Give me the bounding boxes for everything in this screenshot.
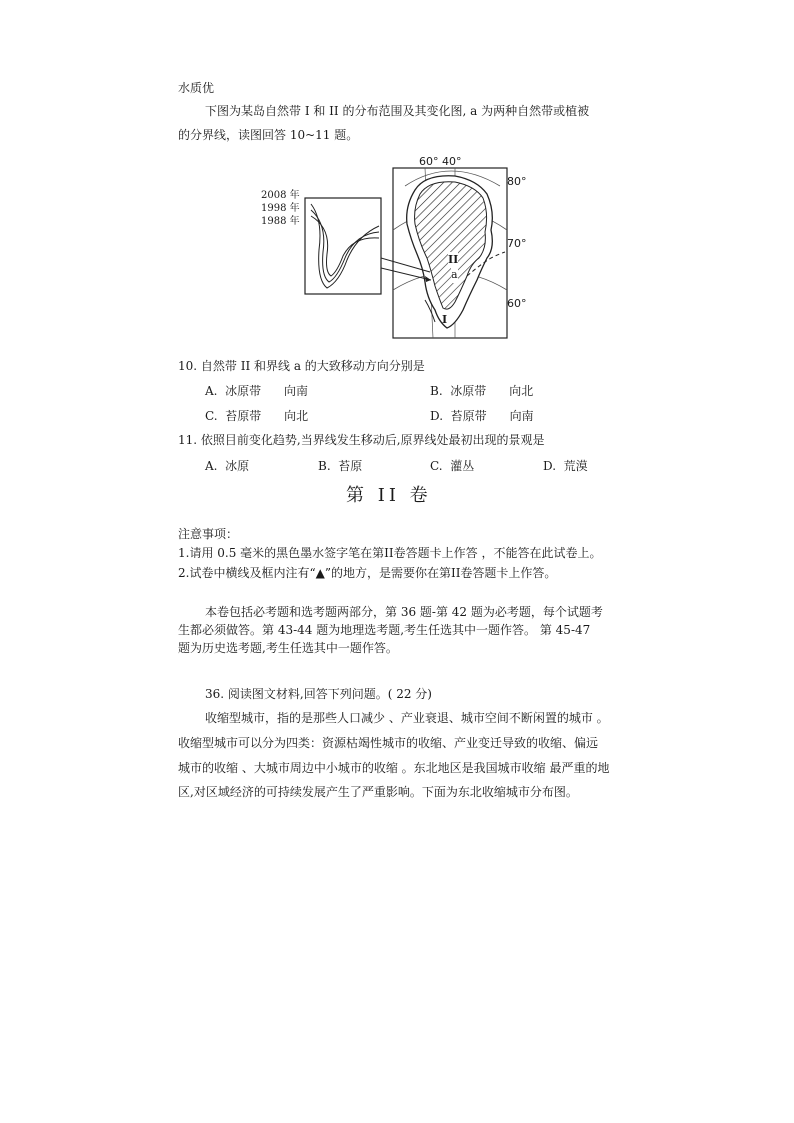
map-zone-ii-label: II: [448, 253, 459, 266]
q36-para-1: 收缩型城市，指的是那些人口减少 、产业衰退、城市空间不断闲置的城市 。: [205, 711, 609, 725]
q11-option-d: D. 荒漠: [543, 459, 588, 473]
q10-option-a: A. 冰原带 向南: [205, 384, 309, 398]
inset-year-1988: 1988 年: [261, 216, 300, 227]
map-lat-60: 60°: [507, 297, 527, 310]
q11-option-b: B. 苔原: [318, 459, 363, 473]
notes-item-1: 1.请用 0.5 毫米的黑色墨水签字笔在第II卷答题卡上作答 ，不能答在此试卷上。: [178, 546, 602, 560]
inset-frame: [305, 198, 381, 294]
intro-line-1: 水质优: [178, 81, 215, 95]
inset-year-2008: 2008 年: [261, 190, 300, 201]
q10-option-c: C. 苔原带 向北: [205, 409, 309, 423]
q10-option-d: D. 苔原带 向南: [430, 409, 534, 423]
scope-line-1: 本卷包括必考题和选考题两部分，第 36 题-第 42 题为必考题，每个试题考: [205, 605, 603, 619]
map-figure: [255, 150, 535, 342]
map-lat-70: 70°: [507, 237, 527, 250]
map-lat-80: 80°: [507, 175, 527, 188]
q11-option-a: A. 冰原: [205, 459, 250, 473]
map-longitude-labels: 60° 40°: [419, 155, 462, 168]
q11-stem: 11. 依照目前变化趋势,当界线发生移动后,原界线处最初出现的景观是: [178, 433, 545, 447]
section-title: 第 II 卷: [346, 485, 432, 506]
intro-line-2: 下图为某岛自然带 I 和 II 的分布范围及其变化图, a 为两种自然带或植被: [205, 104, 590, 118]
q11-option-c: C. 灌丛: [430, 459, 475, 473]
q36-para-2: 收缩型城市可以分为四类：资源枯竭性城市的收缩、产业变迁导致的收缩、偏远: [178, 736, 599, 750]
q10-option-b: B. 冰原带 向北: [430, 384, 534, 398]
notes-heading: 注意事项：: [178, 527, 239, 541]
scope-line-2: 生都必须做答。第 43-44 题为地理选考题,考生任选其中一题作答。 第 45-47: [178, 623, 591, 637]
intro-line-3: 的分界线，读图回答 10~11 题。: [178, 128, 359, 142]
q36-para-4: 区,对区域经济的可持续发展产生了严重影响。下面为东北收缩城市分布图。: [178, 785, 578, 799]
scope-line-3: 题为历史选考题,考生任选其中一题作答。: [178, 641, 398, 655]
q36-para-3: 城市的收缩 、大城市周边中小城市的收缩 。东北地区是我国城市收缩 最严重的地: [178, 761, 610, 775]
notes-item-2: 2.试卷中横线及框内注有“▲”的地方，是需要你在第II卷答题卡上作答。: [178, 566, 557, 580]
map-line-a-label: a: [451, 268, 458, 281]
map-svg: [255, 150, 535, 342]
inset-year-1998: 1998 年: [261, 203, 300, 214]
q10-stem: 10. 自然带 II 和界线 a 的大致移动方向分别是: [178, 359, 425, 373]
q36-stem: 36. 阅读图文材料,回答下列问题。( 22 分): [205, 687, 432, 701]
map-zone-i-label: I: [442, 313, 448, 326]
